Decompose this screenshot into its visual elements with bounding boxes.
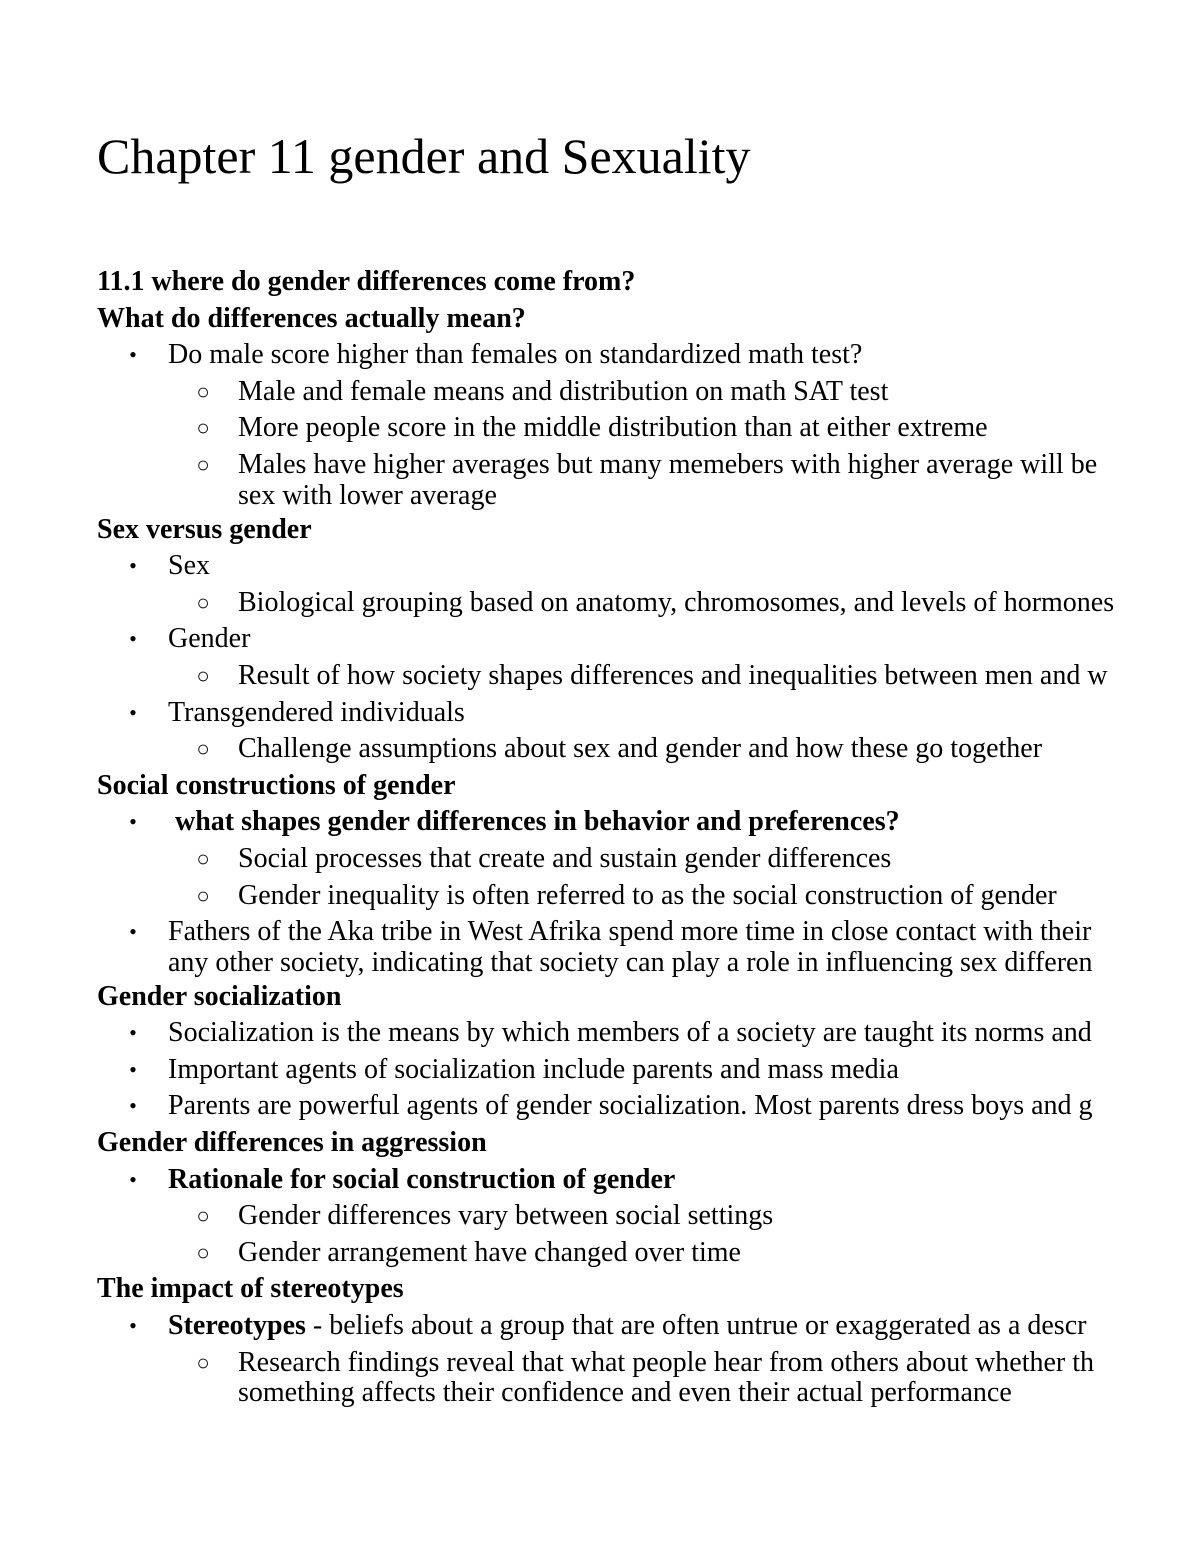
list-item-text: Biological grouping based on anatomy, chromosomes, and levels of hormones — [238, 586, 1115, 618]
disc-bullet-icon: • — [129, 919, 137, 945]
list-item — [0, 804, 1200, 841]
list-item — [0, 695, 1200, 732]
list-item-text: Rationale for social construction of gender — [168, 1163, 676, 1195]
definition-text: - beliefs about a group that are often untrue or exaggerated as a descr — [305, 1310, 1087, 1342]
list-item-text: Fathers of the Aka tribe in West Afrika spend more time in close contact with their — [168, 916, 1092, 948]
list-item — [0, 337, 1200, 374]
list-item-text: Gender inequality is often referred to as the social construction of gender — [238, 879, 1057, 911]
list-item-text: Parents are powerful agents of gender socialization. Most parents dress boys and g — [168, 1090, 1093, 1122]
list-item-text: Male and female means and distribution on math SAT test — [238, 375, 889, 407]
list-item-text: Socialization is the means by which members of a society are taught its norms and — [168, 1017, 1092, 1049]
circle-bullet-icon: ○ — [196, 415, 210, 441]
document-title: Chapter 11 gender and Sexuality — [97, 128, 751, 184]
circle-bullet-icon: ○ — [196, 662, 210, 688]
sub-list-item — [0, 410, 1200, 447]
list-item — [0, 1308, 1200, 1345]
disc-bullet-icon: • — [129, 626, 137, 652]
list-item-text: Important agents of socialization include parents and mass media — [168, 1053, 899, 1085]
list-item-text: Result of how society shapes differences and inequalities between men and w — [238, 659, 1108, 691]
circle-bullet-icon: ○ — [196, 882, 210, 908]
section-heading: 11.1 where do gender differences come from? — [97, 266, 636, 297]
section-heading: Gender differences in aggression — [97, 1127, 487, 1159]
list-item-text: Transgendered individuals — [168, 696, 465, 728]
list-item-text: Do male score higher than females on standardized math test? — [168, 339, 863, 371]
disc-bullet-icon: • — [129, 553, 137, 579]
sub-list-item — [0, 585, 1200, 622]
list-item-text: Gender arrangement have changed over time — [238, 1236, 741, 1268]
list-item-text: what shapes gender differences in behavior and preferences? — [168, 806, 900, 838]
list-item — [0, 1015, 1200, 1052]
circle-bullet-icon: ○ — [196, 378, 210, 404]
list-item — [0, 1088, 1200, 1125]
list-item-text: More people score in the middle distribution than at either extreme — [238, 412, 988, 444]
sub-list-item — [0, 878, 1200, 915]
list-item — [0, 1162, 1200, 1199]
sub-list-item — [0, 731, 1200, 768]
circle-bullet-icon: ○ — [196, 451, 210, 477]
disc-bullet-icon: • — [129, 1313, 137, 1339]
circle-bullet-icon: ○ — [196, 1203, 210, 1229]
section-heading: Social constructions of gender — [97, 769, 456, 801]
list-item — [0, 548, 1200, 585]
term: Stereotypes — [168, 1310, 306, 1342]
circle-bullet-icon: ○ — [196, 736, 210, 762]
list-item — [0, 1052, 1200, 1089]
list-item-continuation: any other society, indicating that society can play a role in influencing sex differen — [168, 946, 1093, 978]
disc-bullet-icon: • — [129, 699, 137, 725]
disc-bullet-icon: • — [129, 809, 137, 835]
list-item — [0, 621, 1200, 658]
list-item-text: Gender differences vary between social settings — [238, 1200, 774, 1232]
section-heading: What do differences actually mean? — [97, 302, 526, 334]
circle-bullet-icon: ○ — [196, 589, 210, 615]
disc-bullet-icon: • — [129, 1166, 137, 1192]
disc-bullet-icon: • — [129, 1020, 137, 1046]
list-item-text: Challenge assumptions about sex and gender and how these go together — [238, 733, 1043, 765]
sub-list-item — [0, 841, 1200, 878]
list-item-text: Social processes that create and sustain gender differences — [238, 842, 892, 874]
sub-list-item — [0, 1345, 1200, 1382]
disc-bullet-icon: • — [129, 1093, 137, 1119]
section-heading: Sex versus gender — [97, 513, 312, 545]
document-body — [0, 264, 1200, 1409]
list-item-text: Gender — [168, 623, 251, 655]
disc-bullet-icon: • — [129, 1056, 137, 1082]
circle-bullet-icon: ○ — [196, 1349, 210, 1375]
list-item-continuation: sex with lower average — [238, 479, 497, 511]
sub-list-item — [0, 658, 1200, 695]
list-item-continuation: something affects their confidence and even their actual performance — [238, 1377, 1012, 1409]
sub-list-item — [0, 374, 1200, 411]
sub-list-item — [0, 1235, 1200, 1272]
sub-list-item — [0, 1198, 1200, 1235]
disc-bullet-icon: • — [129, 342, 137, 368]
circle-bullet-icon: ○ — [196, 845, 210, 871]
list-item-text: Research findings reveal that what people hear from others about whether th — [238, 1346, 1095, 1378]
circle-bullet-icon: ○ — [196, 1239, 210, 1265]
sub-list-item — [0, 447, 1200, 484]
list-item — [0, 914, 1200, 951]
list-item-text: Sex — [168, 550, 210, 582]
section-heading: Gender socialization — [97, 980, 342, 1012]
section-heading: The impact of stereotypes — [97, 1273, 404, 1305]
list-item-text: Males have higher averages but many memebers with higher average will be — [238, 448, 1098, 480]
